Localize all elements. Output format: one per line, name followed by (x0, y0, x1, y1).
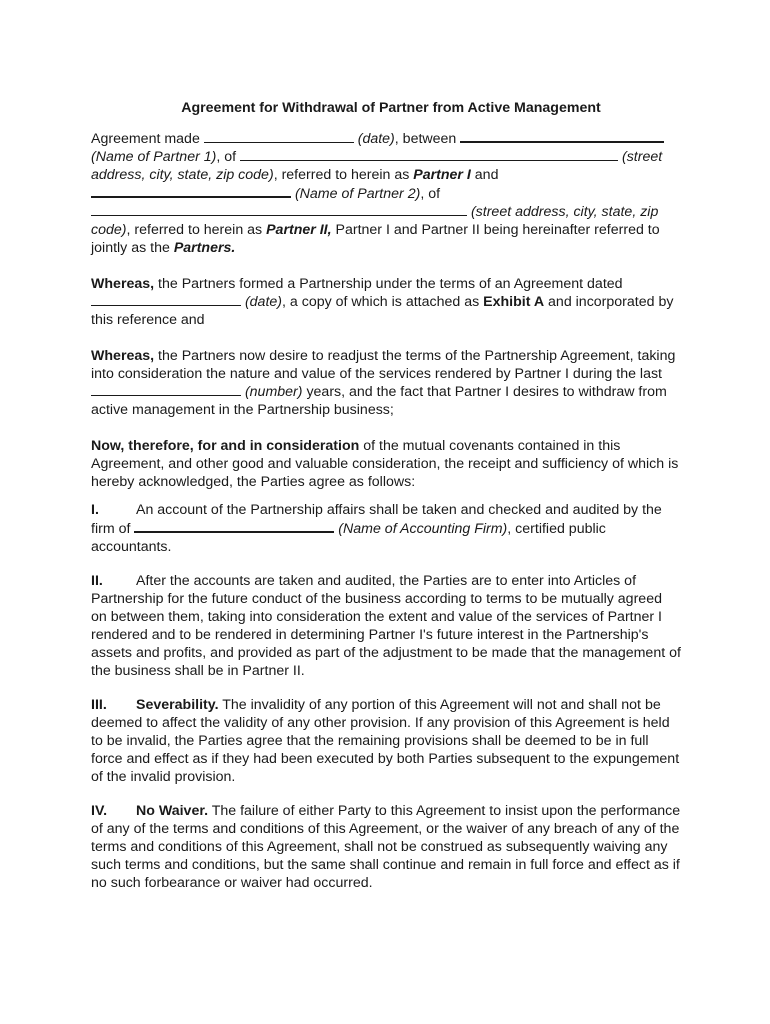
section-number: I. (91, 502, 99, 518)
intro-text: Partner I and Partner II being hereinafter referred to jointly as the (91, 222, 660, 256)
exhibit-a-term: Exhibit A (483, 294, 545, 310)
section-number: III. (91, 697, 107, 713)
section-iv (91, 802, 681, 892)
years-number-blank[interactable] (91, 383, 241, 396)
whereas-text: and incorporated by this reference and (91, 294, 674, 328)
whereas-text: , a copy of which is attached as (282, 294, 484, 310)
partner1-address-hint: (street address, city, state, zip code) (91, 149, 663, 183)
intro-text: , of (216, 149, 241, 165)
intro-text: and (470, 167, 499, 183)
prior-agreement-date-blank[interactable] (91, 293, 241, 306)
partner2-term: Partner II, (266, 222, 332, 238)
date-hint: (date) (353, 131, 395, 147)
partner2-name-hint: (Name of Partner 2) (291, 186, 421, 202)
section-heading: Severability. (136, 697, 219, 713)
partner2-address-hint: (street address, city, state, zip code) (91, 204, 659, 238)
partner1-name-blank[interactable] (460, 129, 664, 143)
partner2-name-blank[interactable] (91, 184, 291, 198)
number-hint: (number) (241, 384, 303, 400)
partner1-name-hint: (Name of Partner 1) (91, 149, 217, 165)
section-number: IV. (91, 803, 108, 819)
partner2-address-blank[interactable] (91, 203, 467, 216)
whereas-paragraph-2 (91, 347, 681, 419)
section-text: An account of the Partnership affairs shall be taken and checked and audited by the firm of (91, 502, 662, 537)
document-body (91, 99, 681, 892)
partners-term: Partners. (173, 240, 236, 256)
whereas-text: years, and the fact that Partner I desires to withdraw from active management in the Partnership business; (91, 384, 667, 418)
whereas-text: the Partners formed a Partnership under the terms of an Agreement dated (154, 276, 623, 292)
whereas-paragraph-1 (91, 275, 681, 329)
now-therefore-lead: Now, therefore, for and in consideration (91, 438, 360, 454)
section-text: The invalidity of any portion of this Agreement will not and shall not be deemed to affect the validity of any other provision. If any provision of this Agreement is held to be invalid, the Parties agree that the remaining provisions shall be deemed to be in full force and effect as if they had been executed by both Parties subsequent to the expungement of the invalid provision. (91, 697, 680, 785)
partner1-term: Partner I (413, 167, 471, 183)
partner1-address-blank[interactable] (240, 148, 618, 161)
intro-text: , of (420, 186, 441, 202)
document-title: Agreement for Withdrawal of Partner from Active Management (181, 100, 601, 116)
section-iii (91, 696, 681, 786)
section-ii (91, 572, 681, 680)
section-number: II. (91, 573, 103, 589)
accounting-firm-blank[interactable] (134, 519, 334, 533)
section-text: The failure of either Party to this Agreement to insist upon the performance of any of the terms and conditions of this Agreement, or the waiver of any breach of any of the terms and conditions of this Agreement, shall not be construed as subsequently waiving any such terms and conditions, but the same shall continue and remain in full force and effect as if no such forbearance or waiver had occurred. (91, 803, 681, 891)
intro-text: , between (394, 131, 461, 147)
section-text: After the accounts are taken and audited, the Parties are to enter into Articles of Partnership for the future conduct of the business according to terms to be mutually agreed on between them, taking into consideration the extent and value of the services of Partner I rendered and to be rendered in determining Partner I's future interest in the Partnership's assets and profits, and provided as part of the adjustment to be made that the management of the business shall be in Partner II. (91, 573, 681, 679)
section-i (91, 501, 681, 556)
intro-paragraph (91, 129, 681, 257)
agreement-date-blank[interactable] (204, 130, 354, 143)
whereas-lead: Whereas, (91, 348, 155, 364)
date-hint: (date) (241, 294, 283, 310)
section-heading: No Waiver. (136, 803, 209, 819)
intro-text: Agreement made (91, 131, 204, 147)
now-therefore-text: of the mutual covenants contained in this Agreement, and other good and valuable consideration, the receipt and sufficiency of which is hereby acknowledged, the Parties agree as follows: (91, 438, 679, 490)
intro-text: , referred to herein as (126, 222, 267, 238)
accounting-firm-hint: (Name of Accounting Firm) (334, 521, 508, 537)
section-text: , certified public accountants. (91, 521, 606, 555)
now-therefore-paragraph (91, 437, 681, 491)
intro-text: , referred to herein as (273, 167, 414, 183)
whereas-lead: Whereas, (91, 276, 155, 292)
whereas-text: the Partners now desire to readjust the terms of the Partnership Agreement, taking into consideration the nature and value of the services rendered by Partner I during the last (91, 348, 676, 382)
